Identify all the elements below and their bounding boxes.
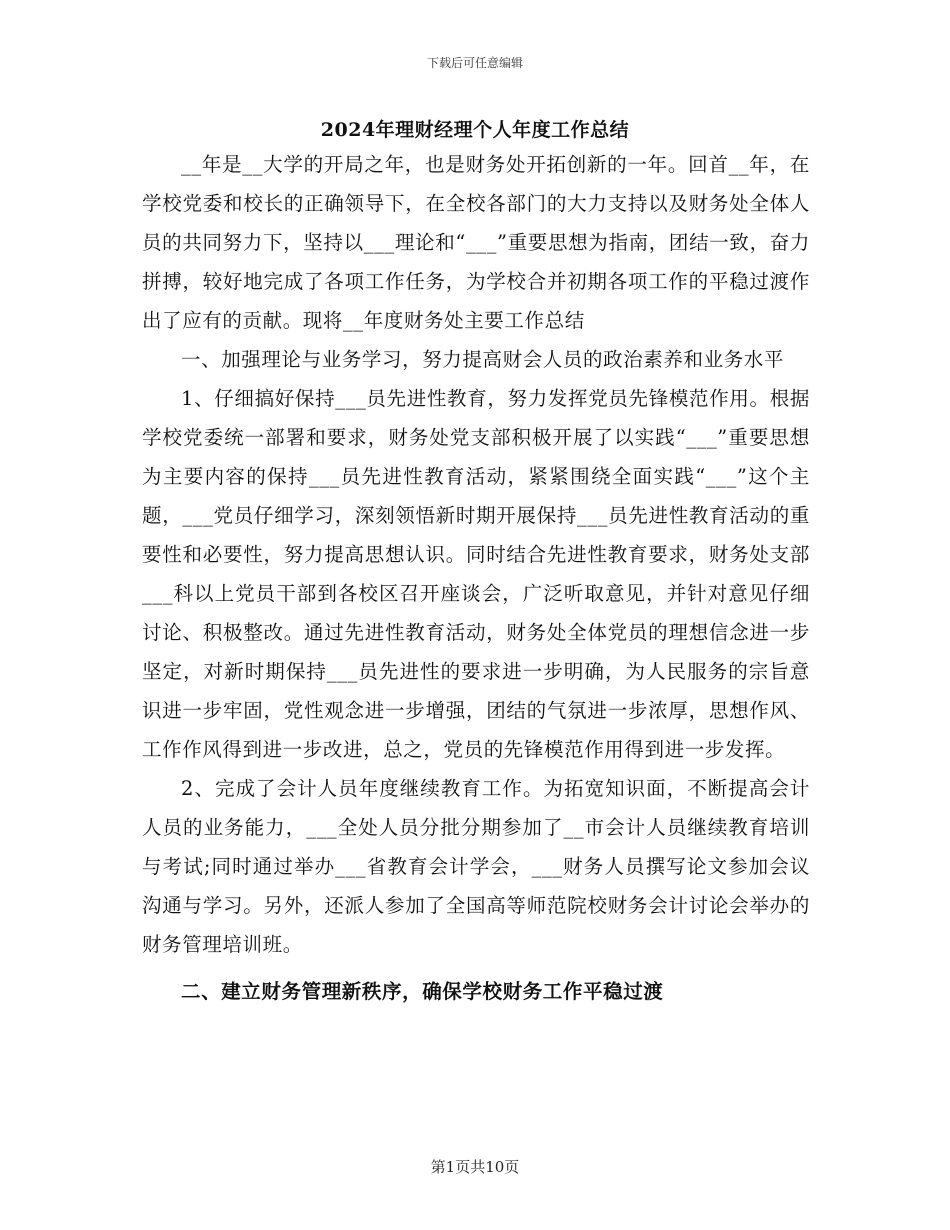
section-heading-2: 二、建立财务管理新秩序，确保学校财务工作平稳过渡 [181,980,664,1003]
page-indicator: 第1页共10页 [430,1158,520,1176]
header-note: 下载后可任意编辑 [426,56,523,70]
paragraph-intro: __年是__大学的开局之年，也是财务处开拓创新的一年。回首__年，在学校党委和校长的正确领导下，在全校各部门的大力支持以及财务处全体人员的共同努力下，坚持以___理论和“___”重要思想为指南，团结一致，奋力拼搏，较好地完成了各项工作任务，为学校合并初期各项工作的平稳过渡作出了应有的贡献。现将__年度财务处主要工作总结 [142,153,810,332]
document-body [142,145,810,1011]
section-heading-1: 一、加强理论与业务学习，努力提高财会人员的政治素养和业务水平 [181,348,785,371]
paragraph-item-2: 2、完成了会计人员年度继续教育工作。为拓宽知识面，不断提高会计人员的业务能力，___全处人员分批分期参加了__市会计人员继续教育培训与考试;同时通过举办___省教育会计学会，___财务人员撰写论文参加会议沟通与学习。另外，还派人参加了全国高等师范院校财务会计讨论会举办的财务管理培训班。 [142,777,810,956]
paragraph-item-1: 1、仔细搞好保持___员先进性教育，努力发挥党员先锋模范作用。根据学校党委统一部署和要求，财务处党支部积极开展了以实践“___”重要思想为主要内容的保持___员先进性教育活动，紧紧围绕全面实践“___”这个主题，___党员仔细学习，深刻领悟新时期开展保持___员先进性教育活动的重要性和必要性，努力提高思想认识。同时结合先进性教育要求，财务处支部___科以上党员干部到各校区召开座谈会，广泛听取意见，并针对意见仔细讨论、积极整改。通过先进性教育活动，财务处全体党员的理想信念进一步坚定，对新时期保持___员先进性的要求进一步明确，为人民服务的宗旨意识进一步牢固，党性观念进一步增强，团结的气氛进一步浓厚，思想作风、工作作风得到进一步改进，总之，党员的先锋模范作用得到进一步发挥。 [142,387,810,761]
document-title: 2024年理财经理个人年度工作总结 [320,119,630,141]
